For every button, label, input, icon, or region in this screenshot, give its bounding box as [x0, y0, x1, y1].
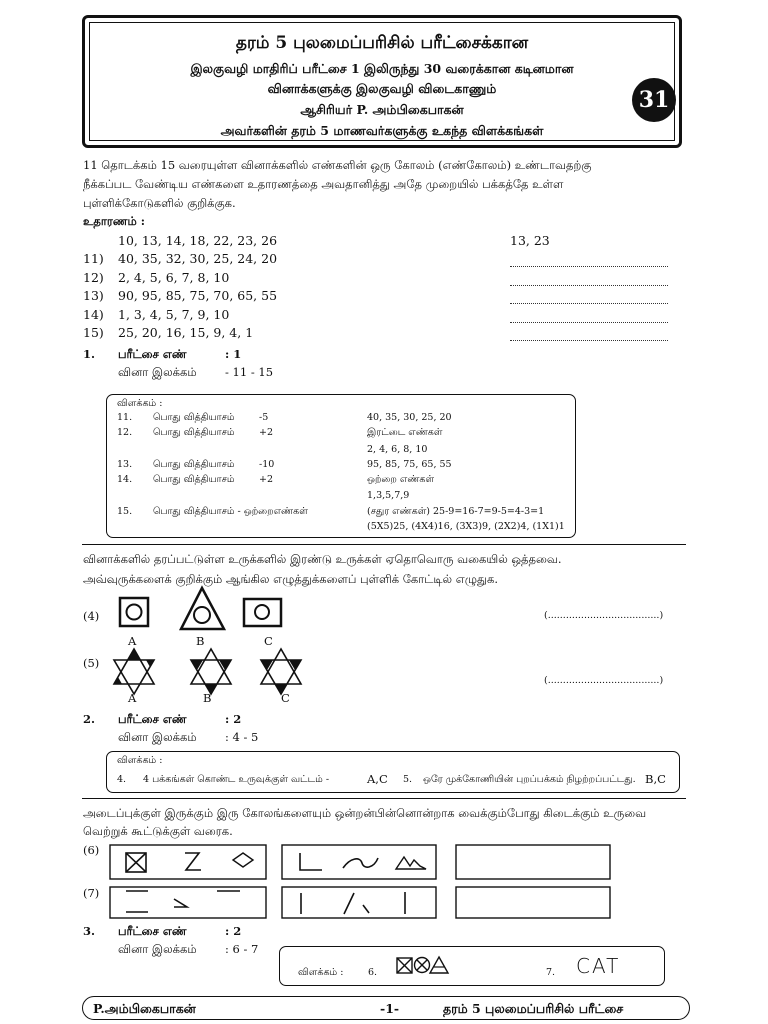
q5-star-a [114, 649, 154, 694]
explain-row-detail: இரட்டை எண்கள் [367, 427, 443, 438]
q7-answer-box[interactable] [456, 887, 610, 918]
explain-row-text: பொது வித்தியாசம் [153, 459, 235, 470]
explain5-text: ஒரே முக்கோணியின் புறப்பக்கம் நிழற்றப்பட்டது. [423, 774, 636, 785]
explain-row-text: பொது வித்தியாசம் - ஒற்றைஎண்கள் [153, 506, 308, 517]
explain-row-number: 15. [117, 506, 133, 517]
header-line-5: அவர்களின் தரம் 5 மாணவர்களுக்கு உகந்த விளக்கங்கள் [220, 123, 544, 138]
q5-star-b [191, 649, 231, 694]
explain-title-2: விளக்கம் : [117, 755, 163, 766]
q4-label-a: A [128, 634, 137, 648]
section3-intro-1: அடைப்புக்குள் இருக்கும் இரு கோலங்களையும் ஒன்றன்பின்னொன்றாக வைக்கும்போது கிடைக்கும் உருவை [83, 806, 647, 820]
qnum-label-1: வினா இலக்கம் [118, 365, 197, 379]
explain-row-detail: 2, 4, 6, 8, 10 [367, 444, 428, 455]
question-number: 11) [83, 251, 104, 266]
explain-title-3: விளக்கம் : [298, 967, 344, 978]
paper-label-2: பரீட்சை எண் [118, 712, 187, 726]
section2-intro-2: அவ்வுருக்களைக் குறிக்கும் ஆங்கில எழுத்துக்களைப் புள்ளிக் கோட்டில் எழுதுக. [83, 572, 498, 586]
explain5-answer: B,C [645, 772, 666, 786]
explain-row-detail: (5X5)25, (4X4)16, (3X3)9, (2X2)4, (1X1)1 [367, 521, 565, 532]
question-sequence: 2, 4, 5, 6, 7, 8, 10 [118, 269, 230, 285]
q5-answer-blank[interactable]: (.....................................) [544, 675, 664, 686]
q5-label-c: C [281, 691, 290, 705]
q4-shape-c [244, 599, 281, 626]
explain-row-detail: 40, 35, 30, 25, 20 [367, 412, 452, 423]
explain-row-number: 13. [117, 459, 133, 470]
question-number: 13) [83, 288, 104, 303]
explain-row-detail: 95, 85, 75, 65, 55 [367, 459, 452, 470]
header-line-3: வினாக்களுக்கு இலகுவழி விடைகாணும் [267, 81, 497, 96]
explain6-num: 6. [368, 967, 378, 978]
q7-label: (7) [83, 886, 100, 900]
q7-pattern-1 [110, 887, 266, 918]
explain-row-text: பொது வித்தியாசம் [153, 427, 235, 438]
section1-intro-2: நீக்கப்பட வேண்டிய எண்களை உதாரணத்தை அவதானித்து அதே முறையில் பக்கத்தே உள்ள [83, 177, 564, 191]
qnum-value-2: : 4 - 5 [225, 730, 259, 744]
explain4-num: 4. [117, 774, 127, 785]
q4-label-c: C [264, 634, 273, 648]
section1-intro-3: புள்ளிக்கோடுகளில் குறிக்குக. [83, 196, 236, 210]
explain4-answer: A,C [367, 772, 388, 786]
example-label: உதாரணம் : [83, 214, 146, 228]
question-number: 12) [83, 269, 104, 285]
footer-title: தரம் 5 புலமைப்பரிசில் பரீட்சை [443, 1001, 624, 1016]
footer-bar [82, 996, 690, 1020]
q4-shape-b [181, 588, 224, 629]
q5-label-a: A [128, 691, 137, 705]
section1-intro-1: 11 தொடக்கம் 15 வரையுள்ள வினாக்களில் எண்களின் ஒரு கோலம் (எண்கோலம்) உண்டாவதற்கு [83, 158, 592, 172]
paper-num-3: 3. [83, 924, 96, 938]
paper-num-1: 1. [83, 347, 96, 361]
q4-label: (4) [83, 609, 100, 623]
explain-title-1: விளக்கம் : [117, 398, 163, 409]
explanation-box-3 [279, 946, 665, 986]
question-number: 15) [83, 325, 104, 340]
header-line-2: இலகுவழி மாதிரிப் பரீட்சை 1 இலிருந்து 30 வரைக்கான கடினமான [190, 61, 574, 76]
section2-intro-1: வினாக்களில் தரப்பட்டுள்ள உருக்களில் இரண்டு உருக்கள் ஏதொவொரு வகையில் ஒத்தவை. [83, 552, 562, 566]
explain-row-value: +2 [259, 427, 274, 438]
question-sequence: 40, 35, 32, 30, 25, 24, 20 [118, 251, 278, 266]
qnum-value-3: : 6 - 7 [225, 942, 259, 956]
footer-page: -1- [380, 1001, 400, 1016]
q4-label-b: B [196, 634, 205, 648]
explain4-text: 4 பக்கங்கள் கொண்ட உருவுக்குள் வட்டம் - [143, 774, 330, 785]
example-answer: 13, 23 [510, 233, 550, 248]
header-line-1: தரம் 5 புலமைப்பரிசில் பரீட்சைக்கான [235, 33, 529, 53]
q5-label: (5) [83, 656, 100, 670]
paper-value-1: : 1 [225, 347, 242, 361]
q4-shape-a [120, 598, 148, 626]
qnum-value-1: - 11 - 15 [225, 365, 274, 379]
explain-row-detail: (சதுர எண்கள்) 25-9=16-7=9-5=4-3=1 [367, 506, 545, 517]
explain-row-number: 11. [117, 412, 133, 423]
qnum-label-2: வினா இலக்கம் [118, 730, 197, 744]
explain-row-detail: 1,3,5,7,9 [367, 490, 410, 501]
q5-label-b: B [203, 691, 212, 705]
header-line-4: ஆசிரியர் P. அம்பிகைபாகன் [300, 102, 464, 117]
explain5-num: 5. [403, 774, 413, 785]
q4-answer-blank[interactable]: (.....................................) [544, 610, 664, 621]
divider-2 [82, 798, 686, 799]
explain-row-number: 14. [117, 474, 133, 485]
explain-row-text: பொது வித்தியாசம் [153, 412, 235, 423]
question-sequence: 25, 20, 16, 15, 9, 4, 1 [118, 325, 254, 340]
explanation-box-2 [106, 751, 680, 793]
q7-pattern-2 [282, 887, 436, 918]
paper-num-2: 2. [83, 712, 96, 726]
paper-label-3: பரீட்சை எண் [118, 924, 187, 938]
q6-label: (6) [83, 843, 100, 857]
explain-row-text: பொது வித்தியாசம் [153, 474, 235, 485]
explain-row-detail: ஒற்றை எண்கள் [367, 474, 435, 485]
q6-answer-box[interactable] [456, 845, 610, 879]
explain-row-value: +2 [259, 474, 274, 485]
page-number-badge: 31 [632, 78, 676, 122]
section3-intro-2: வெற்றுக் கூட்டுக்குள் வரைக. [83, 824, 233, 838]
q6-pattern-2 [282, 845, 436, 879]
explain-row-number: 12. [117, 427, 133, 438]
explain-row-value: -5 [259, 412, 269, 423]
explain7-num: 7. [546, 967, 556, 978]
example-sequence: 10, 13, 14, 18, 22, 23, 26 [118, 233, 278, 248]
explain7-answer: CAT [576, 954, 621, 978]
footer-author: P.அம்பிகைபாகன் [93, 1001, 196, 1016]
question-sequence: 1, 3, 4, 5, 7, 9, 10 [118, 306, 230, 322]
question-sequence: 90, 95, 85, 75, 70, 65, 55 [118, 288, 278, 303]
q6-pattern-1 [110, 845, 266, 879]
paper-value-3: : 2 [225, 924, 242, 938]
question-number: 14) [83, 306, 104, 322]
paper-value-2: : 2 [225, 712, 242, 726]
q5-star-c [261, 649, 301, 694]
qnum-label-3: வினா இலக்கம் [118, 942, 197, 956]
paper-label-1: பரீட்சை எண் [118, 347, 187, 361]
explain-row-value: -10 [259, 459, 275, 470]
